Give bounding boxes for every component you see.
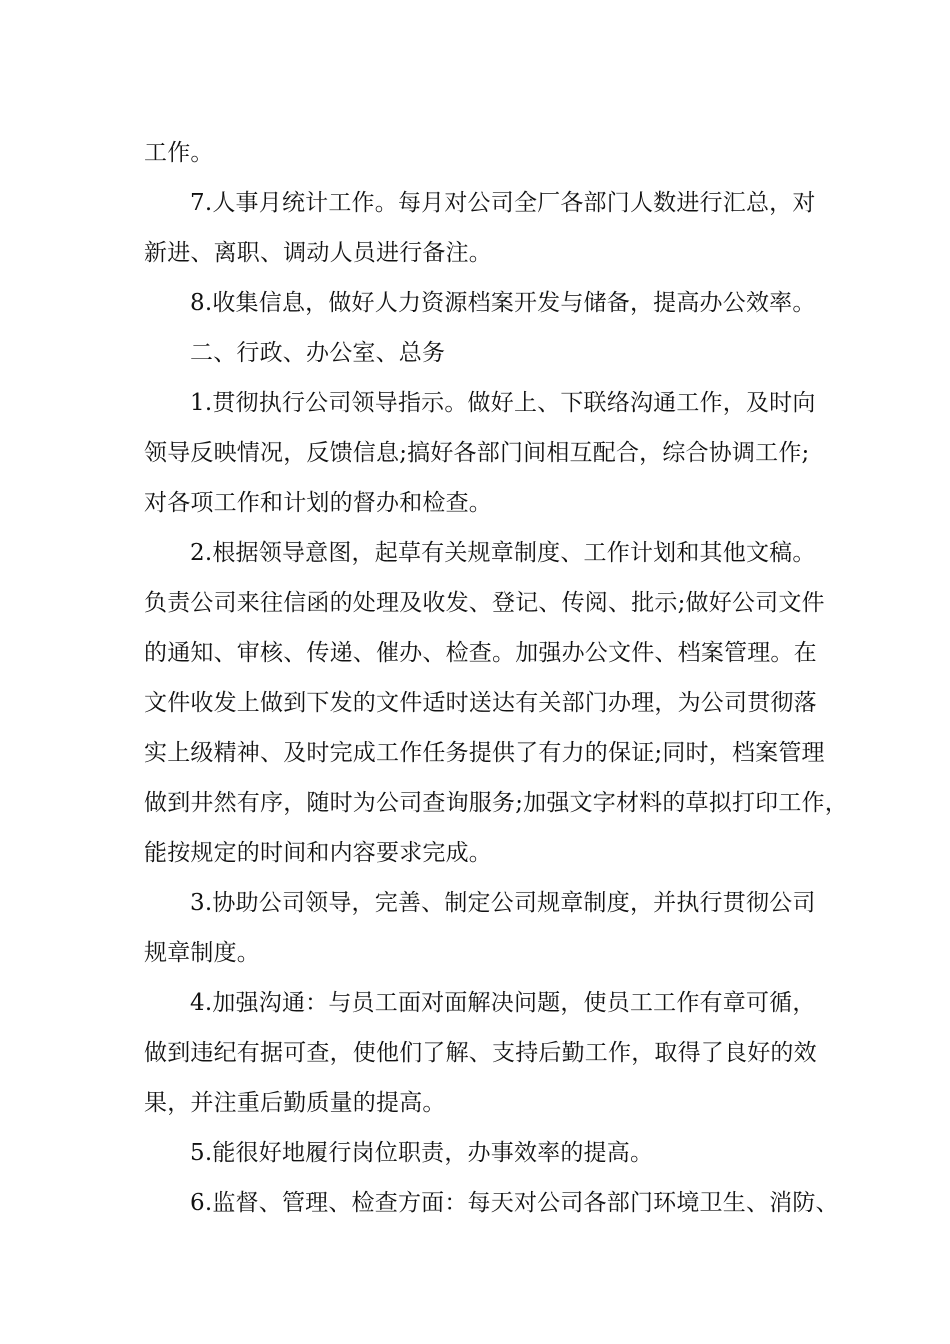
body-line: 2.根据领导意图，起草有关规章制度、工作计划和其他文稿。 [190, 540, 816, 566]
body-line: 8.收集信息，做好人力资源档案开发与储备，提高办公效率。 [190, 290, 816, 316]
body-line: 果，并注重后勤质量的提高。 [144, 1090, 446, 1116]
body-line: 做到违纪有据可查，使他们了解、支持后勤工作，取得了良好的效 [144, 1040, 817, 1066]
body-line: 6.监督、管理、检查方面：每天对公司各部门环境卫生、消防、 [190, 1190, 839, 1216]
body-line: 的通知、审核、传递、催办、检查。加强办公文件、档案管理。在 [144, 640, 817, 666]
body-line: 能按规定的时间和内容要求完成。 [144, 840, 492, 866]
body-line: 规章制度。 [144, 940, 260, 966]
body-line: 7.人事月统计工作。每月对公司全厂各部门人数进行汇总，对 [190, 190, 816, 216]
body-line: 5.能很好地履行岗位职责，办事效率的提高。 [190, 1140, 654, 1166]
body-line: 负责公司来往信函的处理及收发、登记、传阅、批示;做好公司文件 [144, 590, 825, 616]
body-line: 工作。 [144, 140, 214, 166]
body-line: 领导反映情况，反馈信息;搞好各部门间相互配合，综合协调工作; [144, 440, 810, 466]
section-heading: 二、行政、办公室、总务 [190, 340, 446, 366]
document-body [144, 128, 848, 1228]
body-line: 文件收发上做到下发的文件适时送达有关部门办理，为公司贯彻落 [144, 690, 817, 716]
body-line: 1.贯彻执行公司领导指示。做好上、下联络沟通工作，及时向 [190, 390, 816, 416]
body-line: 4.加强沟通：与员工面对面解决问题，使员工工作有章可循， [190, 990, 816, 1016]
body-line: 对各项工作和计划的督办和检查。 [144, 490, 492, 516]
body-line: 做到井然有序，随时为公司查询服务;加强文字材料的草拟打印工作， [144, 790, 848, 816]
body-line: 3.协助公司领导，完善、制定公司规章制度，并执行贯彻公司 [190, 890, 816, 916]
body-line: 新进、离职、调动人员进行备注。 [144, 240, 492, 266]
body-line: 实上级精神、及时完成工作任务提供了有力的保证;同时，档案管理 [144, 740, 825, 766]
